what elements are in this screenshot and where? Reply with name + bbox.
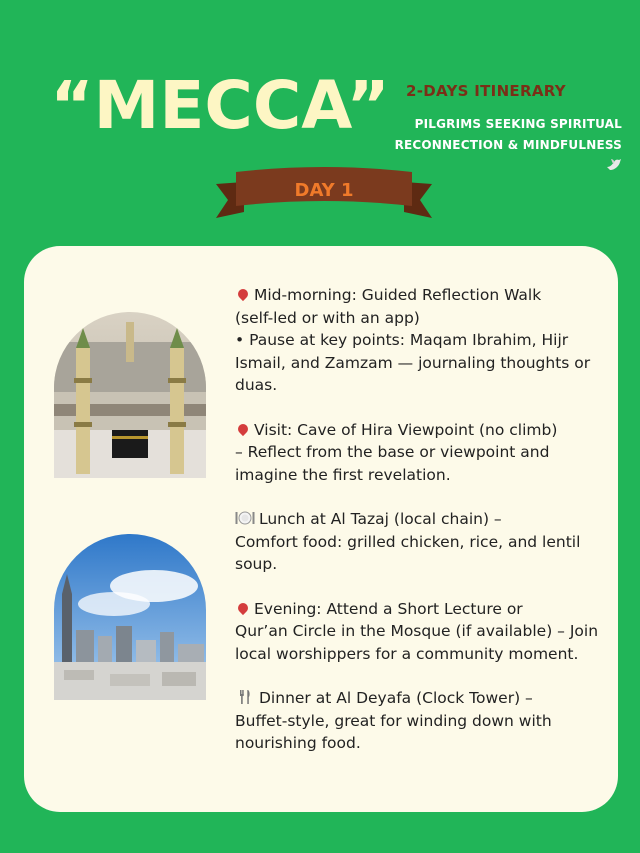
item-detail: Buffet-style, great for winding down with nourishing food. [235,711,552,752]
plate-icon [235,511,255,525]
tagline-line-2-text: RECONNECTION & MINDFULNESS [394,138,622,152]
item-detail: • Pause at key points: Maqam Ibrahim, Hijr Ismail, and Zamzam — journaling thoughts or duas. [235,331,591,394]
itinerary-item [235,687,605,755]
item-title: Visit: Cave of Hira Viewpoint (no climb) [254,420,558,439]
itinerary-subtitle: 2-DAYS ITINERARY [406,82,566,100]
item-heading [235,687,605,710]
pin-icon [236,287,250,301]
title-text: “MECCA” [50,67,390,144]
itinerary-item [235,598,605,666]
grand-mosque-photo [54,312,206,478]
itinerary-item [235,508,605,576]
item-title: Lunch at Al Tazaj (local chain) – [259,510,502,528]
item-title: Dinner at Al Deyafa (Clock Tower) – [259,689,533,707]
item-subtitle: (self-led or with an app) [235,308,420,327]
item-heading [235,284,605,307]
item-detail: – Reflect from the base or viewpoint and imagine the first revelation. [235,443,550,484]
dove-icon [606,158,622,172]
item-title: Mid-morning: Guided Reflection Walk [254,286,542,304]
day-banner [214,162,434,226]
city-skyline-photo [54,534,206,700]
item-title: Evening: Attend a Short Lecture or [254,599,523,618]
pin-icon [236,421,250,435]
itinerary-item [235,284,605,397]
tagline-line-1: PILGRIMS SEEKING SPIRITUAL [414,117,622,131]
utensils-icon [237,689,253,705]
itinerary-item [235,419,605,487]
item-heading [235,508,605,531]
item-heading [235,598,605,621]
itinerary-list [235,284,605,777]
item-heading [235,419,605,442]
day-label: DAY 1 [294,180,354,201]
page-title [30,58,410,148]
item-detail: Qur’an Circle in the Mosque (if available) – Join local worshippers for a community moment. [235,622,599,663]
item-detail: Comfort food: grilled chicken, rice, and lentil soup. [235,532,581,573]
pin-icon [236,600,250,614]
